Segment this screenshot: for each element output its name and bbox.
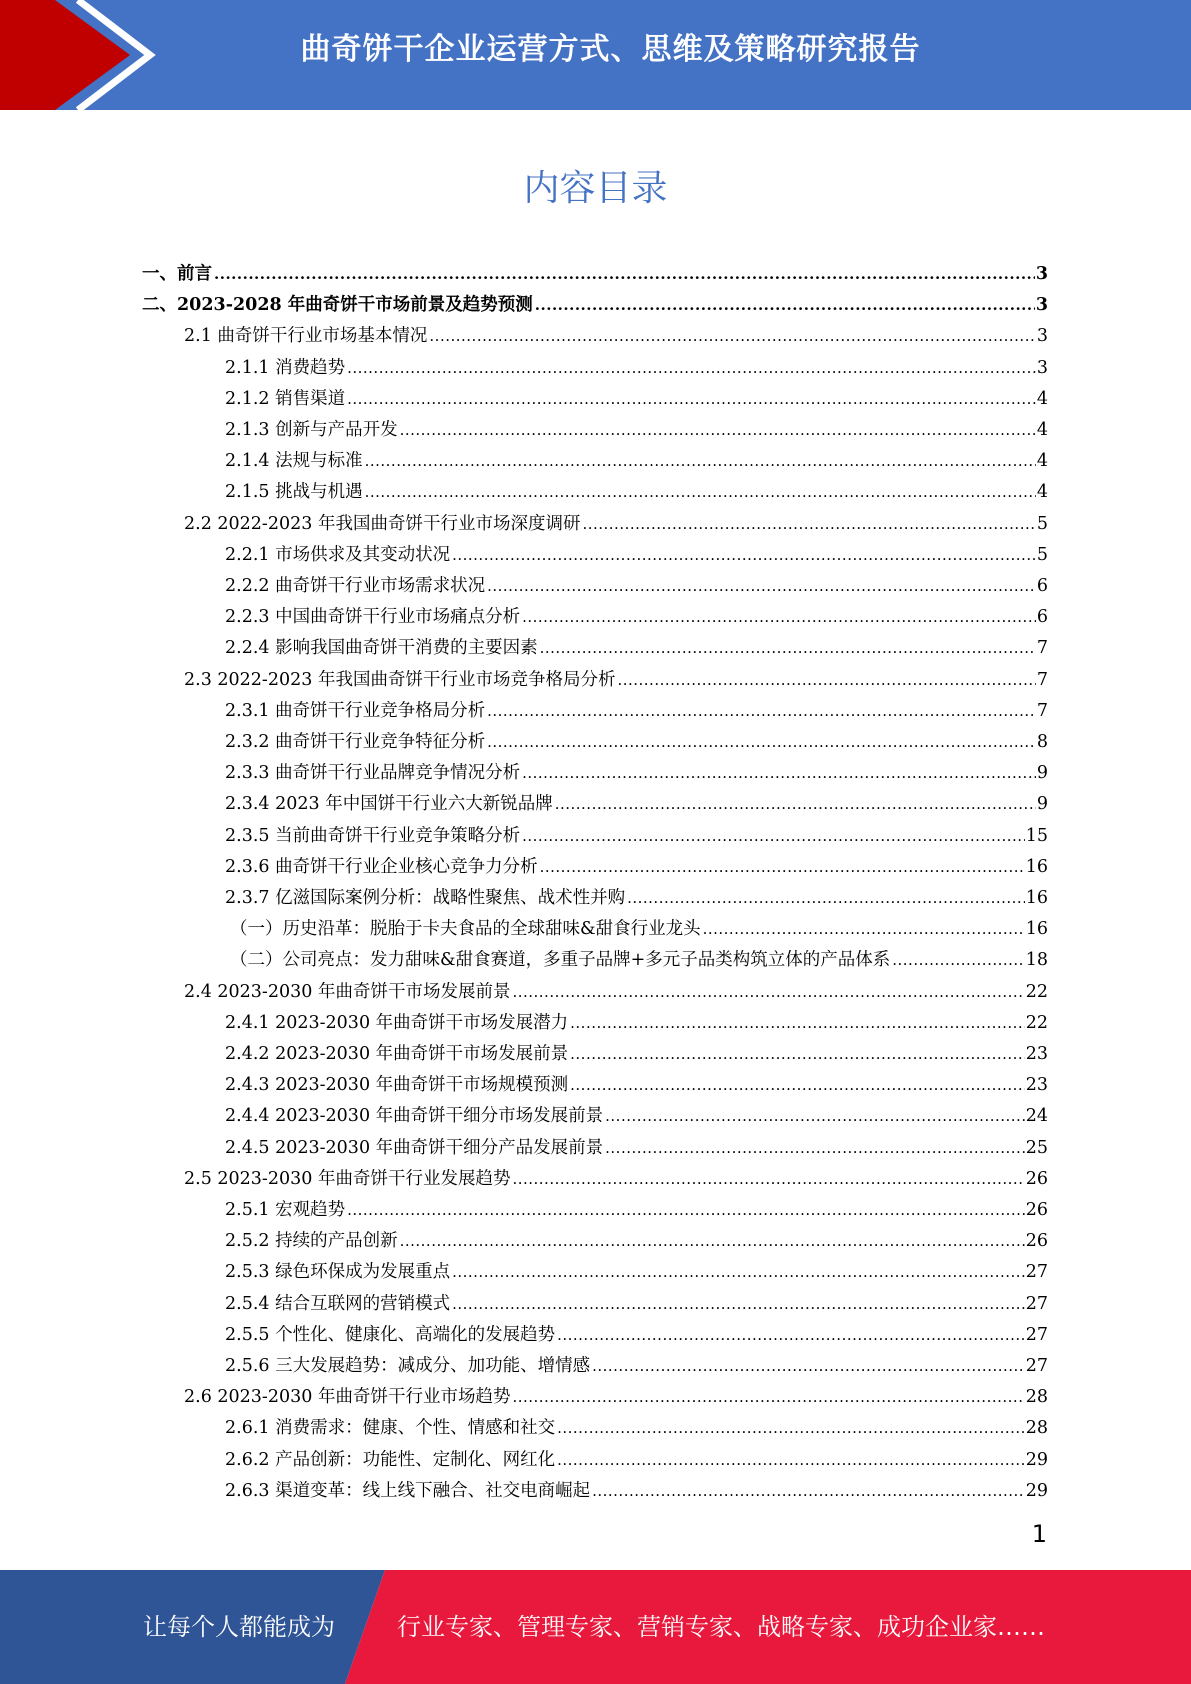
toc-entry[interactable] <box>230 940 1048 971</box>
toc-entry-title: 2.1 曲奇饼干行业市场基本情况 <box>184 326 428 347</box>
toc-dot-leader <box>452 1293 1025 1315</box>
toc-dot-leader <box>347 1199 1025 1221</box>
toc-entry[interactable] <box>225 753 1048 784</box>
toc-entry-page: 5 <box>1036 544 1048 565</box>
toc-entry-page: 27 <box>1025 1324 1048 1345</box>
toc-entry-title: 2.5.2 持续的产品创新 <box>225 1231 398 1252</box>
toc-dot-leader <box>557 1449 1025 1471</box>
toc-entry[interactable] <box>225 722 1048 753</box>
toc-entry-title: 2.3.2 曲奇饼干行业竞争特征分析 <box>225 732 486 752</box>
page-title: 内容目录 <box>523 168 668 209</box>
toc-entry-title: 2.4.5 2023-2030 年曲奇饼干细分产品发展前景 <box>225 1137 604 1158</box>
toc-dot-leader <box>557 1324 1025 1346</box>
toc-dot-leader <box>452 544 1036 566</box>
toc-entry-title: 2.4.1 2023-2030 年曲奇饼干市场发展潜力 <box>225 1012 569 1033</box>
toc-entry[interactable] <box>225 1128 1048 1159</box>
toc-dot-leader <box>540 856 1025 878</box>
toc-dot-leader <box>487 700 1036 722</box>
toc-entry-title: 2.1.3 创新与产品开发 <box>225 420 398 440</box>
toc-entry-page: 9 <box>1036 794 1048 815</box>
toc-entry-title: （二）公司亮点：发力甜味&甜食赛道，多重子品牌+多元子品类构筑立体的产品体系 <box>230 950 891 971</box>
toc-entry-page: 4 <box>1036 451 1048 472</box>
toc-entry-page: 7 <box>1036 638 1048 659</box>
toc-entry-title: 2.4.4 2023-2030 年曲奇饼干细分市场发展前景 <box>225 1106 604 1127</box>
toc-entry-title: 2.5 2023-2030 年曲奇饼干行业发展趋势 <box>184 1168 511 1189</box>
toc-entry[interactable] <box>225 1408 1048 1439</box>
toc-entry[interactable] <box>225 1221 1048 1252</box>
toc-entry-title: （一）历史沿革：脱胎于卡夫食品的全球甜味&甜食行业龙头 <box>230 919 701 940</box>
toc-entry-page: 4 <box>1036 420 1048 440</box>
toc-entry-page: 27 <box>1025 1356 1048 1376</box>
toc-entry-title: 2.3.7 亿滋国际案例分析：战略性聚焦、战术性并购 <box>225 888 626 908</box>
toc-dot-leader <box>592 1355 1025 1377</box>
toc-entry-title: 2.1.4 法规与标准 <box>225 451 363 472</box>
toc-entry-page: 7 <box>1036 669 1048 690</box>
toc-entry[interactable] <box>225 597 1048 628</box>
toc-entry[interactable] <box>225 1190 1048 1221</box>
toc-entry-page: 18 <box>1025 950 1048 971</box>
toc-entry-title: 2.2.3 中国曲奇饼干行业市场痛点分析 <box>225 607 521 628</box>
toc-dot-leader <box>400 419 1036 441</box>
toc-entry[interactable] <box>142 285 1048 316</box>
toc-entry[interactable] <box>184 1159 1048 1190</box>
toc-entry[interactable] <box>225 379 1048 410</box>
toc-entry-title: 2.3.4 2023 年中国饼干行业六大新锐品牌 <box>225 794 553 815</box>
toc-dot-leader <box>400 1230 1025 1252</box>
toc-entry-title: 2.2 2022-2023 年我国曲奇饼干行业市场深度调研 <box>184 513 581 534</box>
toc-entry-title: 2.2.4 影响我国曲奇饼干消费的主要因素 <box>225 638 538 659</box>
toc-entry[interactable] <box>184 660 1048 691</box>
toc-entry-title: 2.6.3 渠道变革：线上线下融合、社交电商崛起 <box>225 1480 591 1501</box>
report-title: 曲奇饼干企业运营方式、思维及策略研究报告 <box>300 32 921 67</box>
toc-entry-page: 8 <box>1036 732 1048 752</box>
toc-dot-leader <box>487 575 1036 597</box>
toc-dot-leader <box>627 887 1025 909</box>
toc-dot-leader <box>570 1043 1025 1065</box>
toc-entry[interactable] <box>142 254 1048 285</box>
toc-entry-title: 2.4 2023-2030 年曲奇饼干市场发展前景 <box>184 981 511 1002</box>
toc-entry[interactable] <box>225 566 1048 597</box>
toc-entry-title: 2.4.3 2023-2030 年曲奇饼干市场规模预测 <box>225 1075 569 1096</box>
toc-dot-leader <box>429 325 1035 347</box>
toc-dot-leader <box>487 731 1036 753</box>
toc-entry[interactable] <box>184 972 1048 1003</box>
toc-entry[interactable] <box>230 909 1048 940</box>
toc-entry[interactable] <box>225 1346 1048 1377</box>
toc-dot-leader <box>570 1074 1025 1096</box>
toc-entry-title: 2.5.5 个性化、健康化、高端化的发展趋势 <box>225 1324 556 1345</box>
toc-entry[interactable] <box>225 1003 1048 1034</box>
toc-entry[interactable] <box>225 628 1048 659</box>
toc-entry-title: 2.5.6 三大发展趋势：减成分、加功能、增情感 <box>225 1356 591 1376</box>
toc-dot-leader <box>512 981 1024 1003</box>
toc-entry-page: 27 <box>1025 1262 1048 1283</box>
toc-entry-title: 2.5.4 结合互联网的营销模式 <box>225 1293 451 1314</box>
toc-dot-leader <box>365 481 1036 503</box>
toc-entry[interactable] <box>225 410 1048 441</box>
toc-entry[interactable] <box>225 1096 1048 1127</box>
toc-entry-title: 2.6.2 产品创新：功能性、定制化、网红化 <box>225 1449 556 1470</box>
toc-entry[interactable] <box>225 1471 1048 1502</box>
toc-entry-title: 2.1.2 销售渠道 <box>225 388 346 409</box>
toc-dot-leader <box>557 1417 1025 1439</box>
toc-dot-leader <box>512 1168 1024 1190</box>
toc-entry-title: 2.5.1 宏观趋势 <box>225 1200 346 1220</box>
toc-dot-leader <box>540 637 1036 659</box>
toc-entry-page: 15 <box>1025 825 1048 846</box>
toc-entry[interactable] <box>225 816 1048 847</box>
toc-dot-leader <box>892 949 1024 971</box>
footer-band <box>0 1570 1191 1684</box>
toc-dot-leader <box>592 1480 1025 1502</box>
toc-entry[interactable] <box>225 1315 1048 1346</box>
toc-entry[interactable] <box>225 691 1048 722</box>
toc-dot-leader <box>605 1137 1025 1159</box>
toc-dot-leader <box>570 1012 1025 1034</box>
toc-entry-title: 2.1.1 消费趋势 <box>225 357 346 378</box>
toc-entry[interactable] <box>225 441 1048 472</box>
toc-entry-title: 2.3.3 曲奇饼干行业品牌竞争情况分析 <box>225 763 521 784</box>
toc-entry-title: 2.3.5 当前曲奇饼干行业竞争策略分析 <box>225 825 521 846</box>
footer-slogan-right: 行业专家、管理专家、营销专家、战略专家、成功企业家…… <box>397 1613 1045 1641</box>
toc-dot-leader <box>452 1261 1025 1283</box>
toc-entry-page: 23 <box>1025 1075 1048 1096</box>
toc-entry-page: 9 <box>1036 763 1048 784</box>
toc-entry-title: 2.2.1 市场供求及其变动状况 <box>225 544 451 565</box>
toc-entry-title: 2.3.1 曲奇饼干行业竞争格局分析 <box>225 700 486 721</box>
toc-entry-title: 一、前言 <box>142 264 212 284</box>
toc-entry-page: 7 <box>1036 700 1048 721</box>
toc-dot-leader <box>703 918 1025 940</box>
toc-entry[interactable] <box>225 784 1048 815</box>
toc-dot-leader <box>522 762 1036 784</box>
toc-entry-title: 2.2.2 曲奇饼干行业市场需求状况 <box>225 576 486 596</box>
toc-entry-page: 23 <box>1025 1044 1048 1064</box>
toc-dot-leader <box>555 793 1036 815</box>
toc-entry-page: 6 <box>1036 607 1048 628</box>
toc-entry[interactable] <box>225 472 1048 503</box>
toc-dot-leader <box>535 294 1035 316</box>
page-number: 1 <box>1031 1520 1047 1548</box>
toc-entry[interactable] <box>225 1440 1048 1471</box>
toc-entry-title: 2.1.5 挑战与机遇 <box>225 482 363 503</box>
toc-entry-page: 22 <box>1025 981 1048 1002</box>
toc-dot-leader <box>522 825 1025 847</box>
toc-entry-page: 24 <box>1025 1106 1048 1127</box>
toc-entry[interactable] <box>225 1065 1048 1096</box>
toc-dot-leader <box>347 388 1036 410</box>
toc-entry-page: 28 <box>1025 1387 1048 1408</box>
toc-entry-title: 2.4.2 2023-2030 年曲奇饼干市场发展前景 <box>225 1044 569 1064</box>
toc-entry[interactable] <box>184 1377 1048 1408</box>
toc-dot-leader <box>582 513 1035 535</box>
toc-dot-leader <box>365 450 1036 472</box>
toc-entry-page: 28 <box>1025 1418 1048 1439</box>
toc-entry[interactable] <box>225 535 1048 566</box>
toc-entry[interactable] <box>184 504 1048 535</box>
toc-entry-page: 22 <box>1025 1012 1048 1033</box>
toc-entry-page: 16 <box>1025 888 1048 908</box>
footer-slogan-left: 让每个人都能成为 <box>143 1613 335 1641</box>
toc-dot-leader <box>512 1386 1024 1408</box>
toc-entry-title: 二、2023-2028 年曲奇饼干市场前景及趋势预测 <box>142 295 533 316</box>
toc-entry-page: 16 <box>1025 856 1048 877</box>
toc-entry-page: 27 <box>1025 1293 1048 1314</box>
toc-entry[interactable] <box>225 1252 1048 1283</box>
toc-entry-title: 2.3 2022-2023 年我国曲奇饼干行业市场竞争格局分析 <box>184 669 616 690</box>
toc-entry-page: 29 <box>1025 1480 1048 1501</box>
toc-entry[interactable] <box>225 878 1048 909</box>
toc-entry-page: 25 <box>1025 1137 1048 1158</box>
toc-entry[interactable] <box>225 1284 1048 1315</box>
toc-dot-leader <box>522 606 1036 628</box>
toc-entry-page: 3 <box>1035 264 1048 284</box>
toc-entry-page: 3 <box>1036 357 1048 378</box>
toc-entry-page: 16 <box>1025 919 1048 940</box>
toc-entry-page: 26 <box>1025 1200 1048 1220</box>
toc-entry-page: 26 <box>1025 1231 1048 1252</box>
toc-entry[interactable] <box>184 316 1048 347</box>
toc-entry-page: 29 <box>1025 1449 1048 1470</box>
toc-entry[interactable] <box>225 1034 1048 1065</box>
toc-entry-title: 2.6.1 消费需求：健康、个性、情感和社交 <box>225 1418 556 1439</box>
toc-entry-page: 4 <box>1036 388 1048 409</box>
toc-entry-page: 6 <box>1036 576 1048 596</box>
toc-dot-leader <box>605 1105 1025 1127</box>
header-band <box>0 0 1191 110</box>
toc-entry-page: 3 <box>1035 295 1048 316</box>
toc-dot-leader <box>617 669 1035 691</box>
toc-dot-leader <box>347 357 1036 379</box>
toc-entry[interactable] <box>225 348 1048 379</box>
toc-entry-title: 2.3.6 曲奇饼干行业企业核心竞争力分析 <box>225 856 538 877</box>
toc-dot-leader <box>214 263 1035 285</box>
toc-entry-title: 2.6 2023-2030 年曲奇饼干行业市场趋势 <box>184 1387 511 1408</box>
toc-entry[interactable] <box>225 847 1048 878</box>
toc-entry-page: 26 <box>1025 1168 1048 1189</box>
toc-entry-page: 4 <box>1036 482 1048 503</box>
toc-entry-title: 2.5.3 绿色环保成为发展重点 <box>225 1262 451 1283</box>
toc-entry-page: 3 <box>1036 326 1048 347</box>
toc-entry-page: 5 <box>1036 513 1048 534</box>
